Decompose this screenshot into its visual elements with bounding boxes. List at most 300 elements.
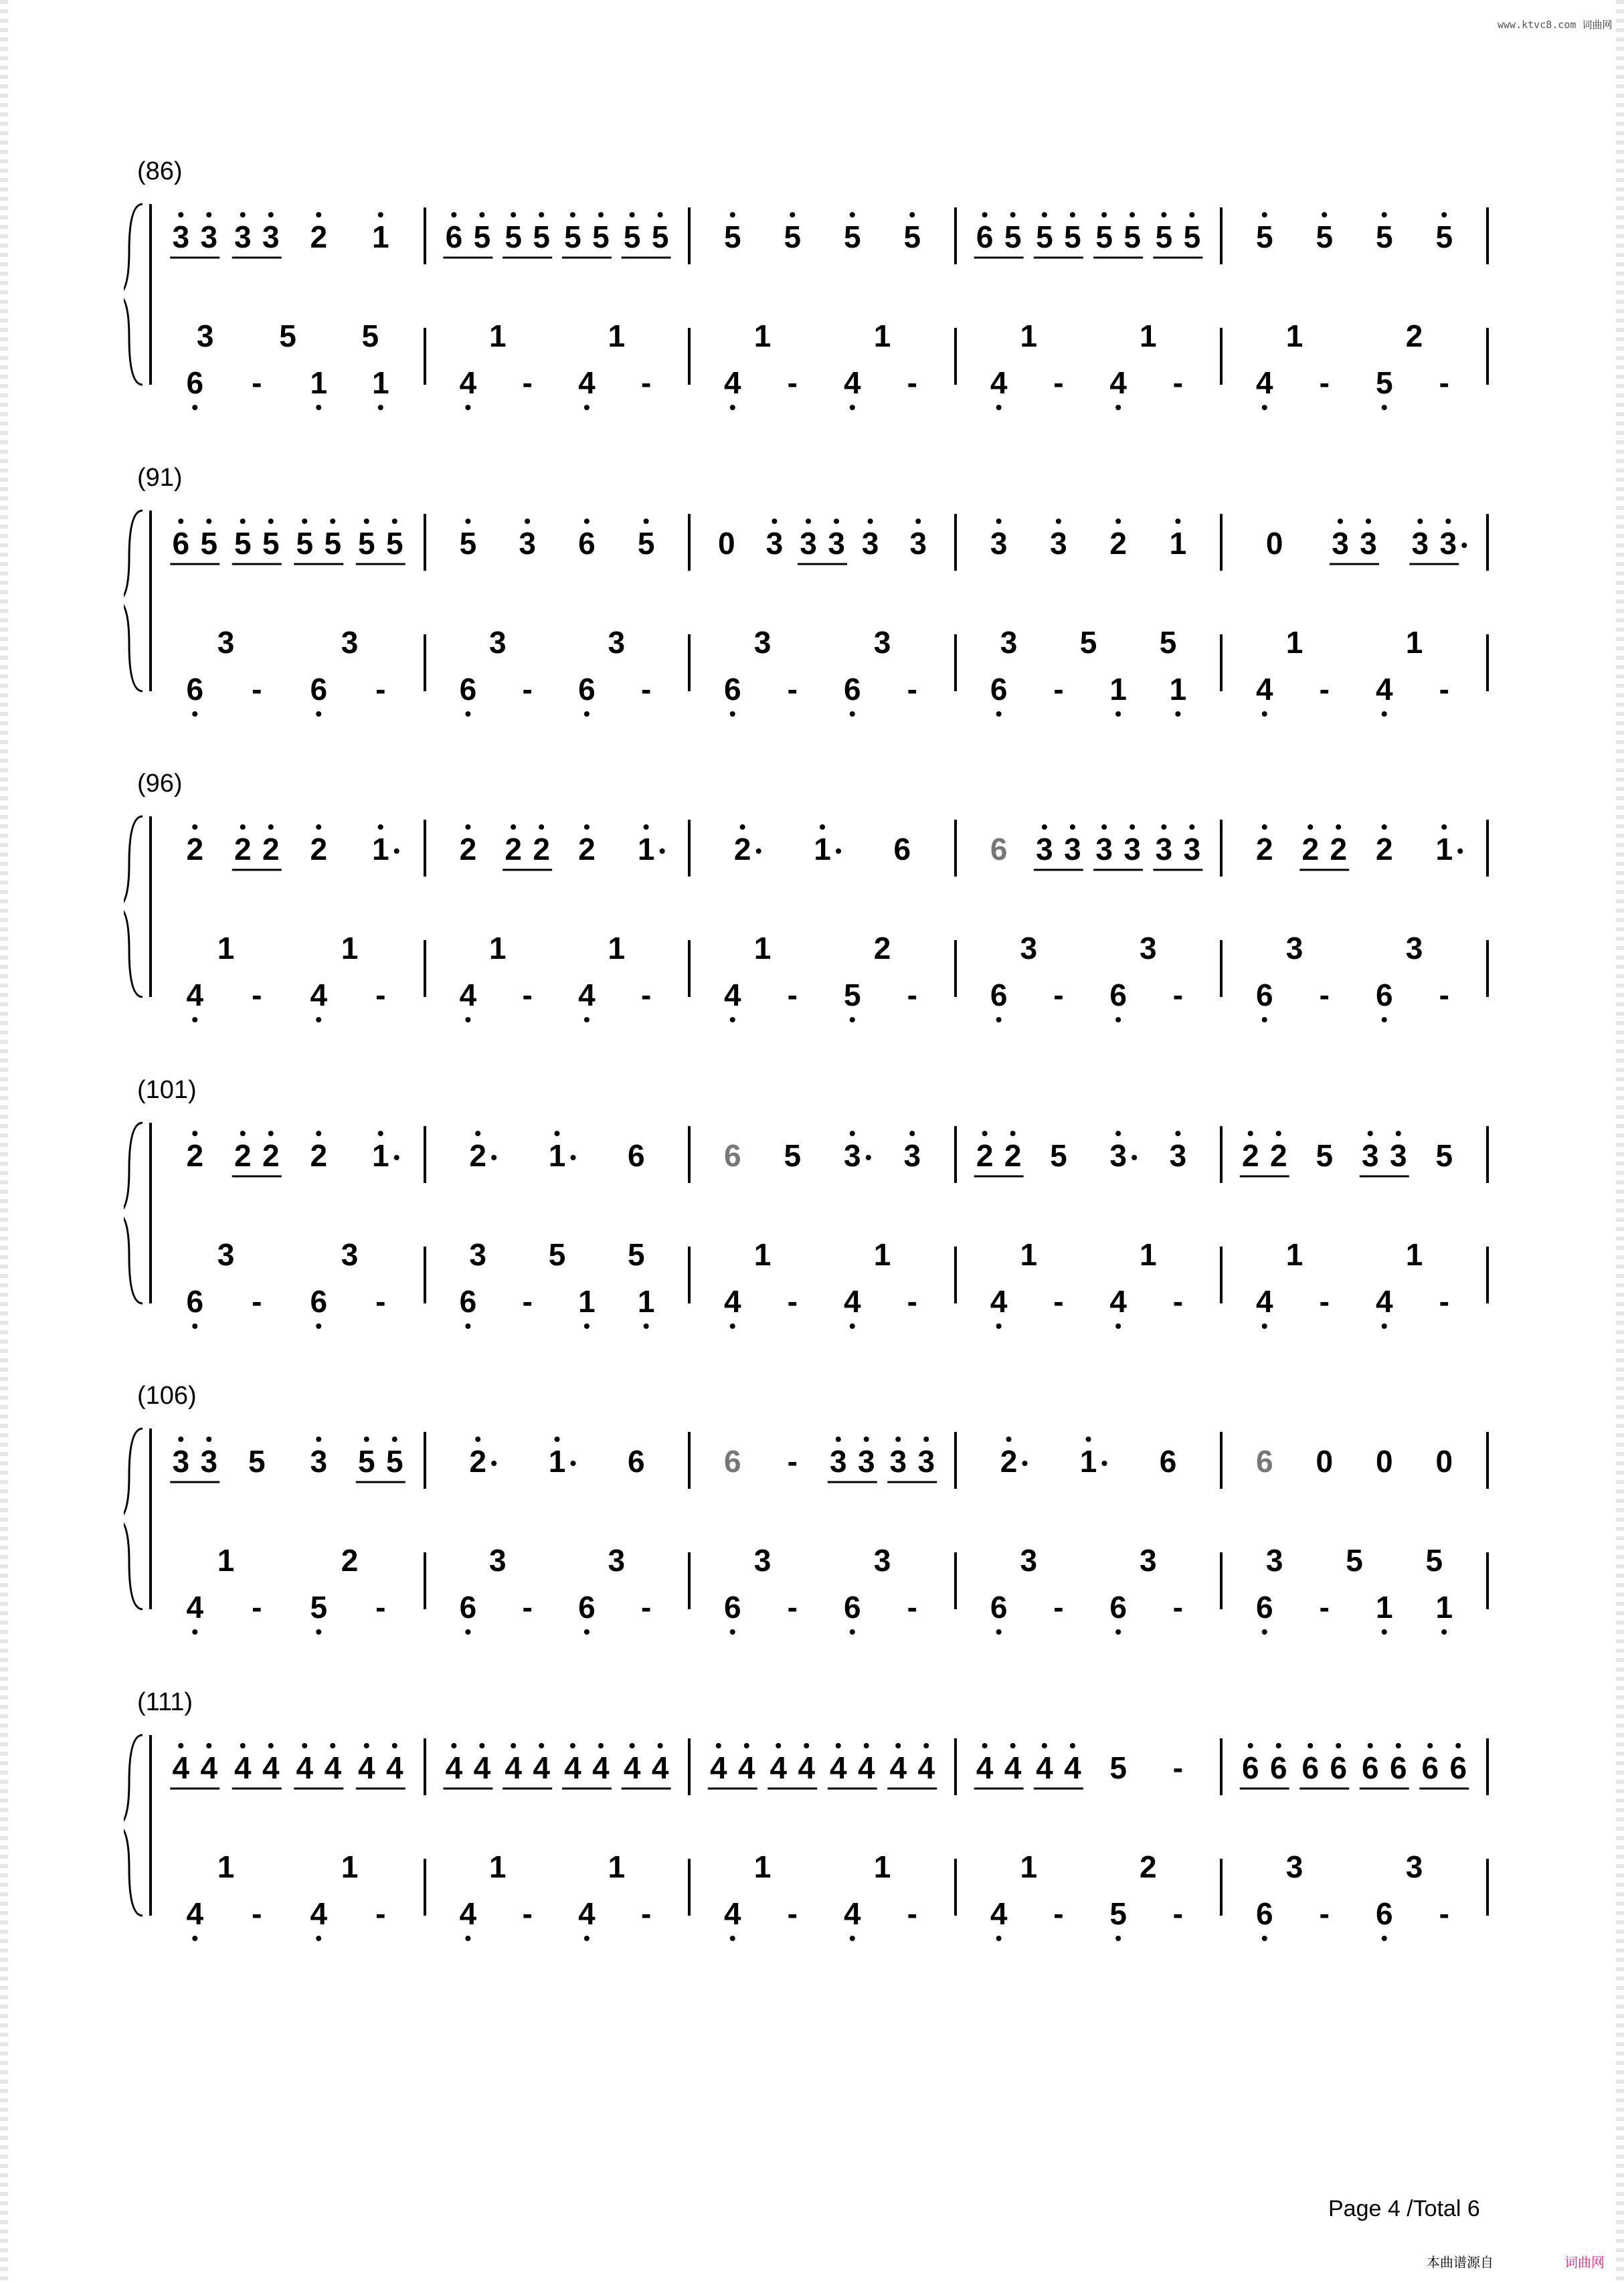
lower-note: - — [1439, 978, 1449, 1012]
octave-dot — [1010, 1743, 1016, 1748]
lower-note: - — [1319, 1284, 1330, 1319]
low-octave-dot — [1262, 711, 1267, 717]
upper-note: 3 — [861, 526, 879, 561]
lower-note: - — [1319, 365, 1330, 400]
octave-dot — [240, 519, 246, 524]
octave-dot — [192, 824, 197, 830]
low-octave-dot — [1115, 1017, 1121, 1022]
low-octave-dot — [192, 711, 197, 717]
lower-note: 4 — [1375, 1284, 1393, 1319]
upper-note: 2 — [469, 1444, 486, 1479]
upper-note: 1 — [371, 219, 389, 254]
lower-note: 4 — [1375, 672, 1393, 707]
lower-note: 2 — [873, 931, 891, 966]
lower-note: 1 — [371, 365, 389, 400]
low-octave-dot — [192, 1017, 197, 1022]
page-indicator: Page 4 /Total 6 — [1328, 2196, 1480, 2221]
upper-note: 4 — [200, 1750, 218, 1785]
upper-note: 1 — [637, 832, 655, 866]
octave-dot — [570, 1743, 575, 1748]
octave-dot — [206, 1743, 211, 1748]
upper-note: 2 — [186, 832, 204, 866]
lower-note: 3 — [1020, 931, 1038, 966]
header-site — [1498, 17, 1612, 31]
octave-dot — [1070, 212, 1075, 217]
low-octave-dot — [1382, 1936, 1387, 1941]
octave-dot — [330, 519, 335, 524]
upper-note: - — [1172, 1750, 1184, 1785]
upper-note: 2 — [1004, 1138, 1022, 1173]
lower-note: 1 — [753, 318, 772, 353]
lower-note: - — [640, 1590, 652, 1625]
octave-dot — [1086, 1437, 1091, 1442]
lower-note: - — [787, 1896, 798, 1931]
upper-note: 3 — [765, 526, 784, 561]
octave-dot — [364, 519, 369, 524]
octave-dot — [1336, 824, 1341, 830]
lower-note: 3 — [873, 625, 891, 660]
duration-dot — [756, 848, 761, 854]
octave-dot — [740, 824, 745, 830]
lower-note: - — [1053, 1896, 1064, 1931]
lower-note: - — [375, 1590, 386, 1625]
octave-dot — [1427, 1743, 1433, 1748]
upper-note: 5 — [296, 526, 314, 561]
upper-note: 3 — [200, 219, 218, 254]
lower-note: 1 — [1139, 318, 1157, 353]
low-octave-dot — [192, 1629, 197, 1635]
low-octave-dot — [850, 1323, 855, 1329]
lower-note: 4 — [310, 1896, 328, 1931]
lower-note: 1 — [578, 1284, 596, 1319]
upper-note: 1 — [371, 832, 389, 866]
upper-note: 5 — [1109, 1750, 1127, 1785]
upper-note: 6 — [990, 832, 1008, 866]
octave-dot — [1248, 1743, 1253, 1748]
upper-note: 3 — [829, 1444, 847, 1479]
lower-note: 3 — [1405, 931, 1423, 966]
upper-note: 2 — [533, 832, 550, 866]
octave-dot — [378, 1131, 383, 1136]
low-octave-dot — [1115, 1629, 1121, 1635]
octave-dot — [790, 212, 795, 217]
upper-note: 6 — [893, 832, 911, 866]
upper-note: 1 — [814, 832, 831, 866]
upper-note: 4 — [473, 1750, 491, 1785]
lower-note: 1 — [1435, 1590, 1453, 1625]
lower-note: 1 — [608, 318, 626, 353]
lower-note: - — [1439, 365, 1449, 400]
upper-note: 3 — [857, 1444, 875, 1479]
lower-note: 2 — [1139, 1849, 1157, 1884]
lower-note: - — [1319, 1590, 1330, 1625]
upper-note: 5 — [1316, 1138, 1334, 1173]
upper-note: 5 — [1095, 219, 1113, 254]
upper-note: 5 — [1050, 1138, 1067, 1173]
octave-dot — [584, 824, 590, 830]
upper-note: 6 — [1389, 1750, 1407, 1785]
octave-dot — [316, 1131, 321, 1136]
lower-note: 5 — [1109, 1896, 1127, 1931]
upper-note: 5 — [505, 219, 522, 254]
upper-note: 5 — [784, 1138, 802, 1173]
duration-dot — [1457, 848, 1463, 854]
octave-dot — [658, 1743, 663, 1748]
site-url: www.ktvc8.com — [1498, 19, 1576, 31]
measure-number: (106) — [137, 1382, 197, 1410]
low-octave-dot — [584, 1936, 590, 1941]
lower-note: 3 — [873, 1543, 891, 1578]
lower-note: - — [375, 672, 386, 707]
octave-dot — [479, 212, 484, 217]
lower-note: - — [640, 1896, 652, 1931]
upper-note: 3 — [909, 526, 927, 561]
octave-dot — [570, 212, 575, 217]
system-brace — [124, 1123, 143, 1303]
upper-note: 5 — [843, 219, 861, 254]
lower-note: 6 — [1109, 1590, 1127, 1625]
octave-dot — [465, 824, 470, 830]
lower-note: 1 — [608, 931, 626, 966]
lower-note: 1 — [873, 1237, 891, 1272]
lower-note: - — [907, 672, 917, 707]
octave-dot — [511, 212, 516, 217]
lower-note: 1 — [608, 1849, 626, 1884]
lower-note: 4 — [1255, 1284, 1273, 1319]
upper-note: 3 — [200, 1444, 218, 1479]
upper-note: 5 — [533, 219, 550, 254]
octave-dot — [302, 1743, 307, 1748]
low-octave-dot — [996, 1629, 1002, 1635]
upper-note: 1 — [548, 1138, 566, 1173]
lower-note: 5 — [361, 318, 379, 353]
lower-note: - — [1172, 1896, 1184, 1931]
measure-number: (86) — [137, 157, 183, 185]
lower-note: 1 — [217, 1849, 235, 1884]
lower-note: 3 — [341, 625, 359, 660]
upper-note: 2 — [262, 1138, 280, 1173]
upper-note: 3 — [310, 1444, 328, 1479]
upper-note: 4 — [324, 1750, 342, 1785]
lower-note: 3 — [753, 625, 772, 660]
octave-dot — [864, 1437, 869, 1442]
octave-dot — [511, 824, 516, 830]
low-octave-dot — [850, 1629, 855, 1635]
lower-note: - — [1439, 672, 1449, 707]
upper-note: 3 — [1411, 526, 1429, 561]
low-octave-dot — [316, 1629, 321, 1635]
octave-dot — [206, 519, 211, 524]
lower-note: - — [787, 1590, 798, 1625]
low-octave-dot — [584, 711, 590, 717]
upper-note: 1 — [1169, 526, 1187, 561]
upper-note: 5 — [784, 219, 802, 254]
octave-dot — [895, 1743, 901, 1748]
lower-note: 1 — [488, 931, 507, 966]
octave-dot — [1010, 1131, 1016, 1136]
octave-dot — [834, 519, 839, 524]
site-brand: 词曲网 — [1582, 19, 1613, 31]
upper-note: 3 — [1064, 832, 1081, 866]
upper-note: 5 — [723, 219, 741, 254]
lower-note: 6 — [1375, 978, 1393, 1012]
upper-note: 2 — [578, 832, 596, 866]
octave-dot — [178, 1743, 183, 1748]
low-octave-dot — [1115, 711, 1121, 717]
left-margin-strip — [0, 0, 8, 2283]
octave-dot — [584, 519, 590, 524]
octave-dot — [392, 519, 397, 524]
upper-note: 3 — [1439, 526, 1457, 561]
upper-note: 6 — [1269, 1750, 1287, 1785]
upper-note: 6 — [1159, 1444, 1177, 1479]
octave-dot — [206, 212, 211, 217]
upper-note: 5 — [1036, 219, 1053, 254]
octave-dot — [392, 1437, 397, 1442]
lower-note: 2 — [1405, 318, 1423, 353]
octave-dot — [1175, 519, 1180, 524]
lower-note: 1 — [753, 1849, 772, 1884]
lower-note: - — [1319, 672, 1330, 707]
upper-note: 4 — [737, 1750, 755, 1785]
lower-note: 2 — [341, 1543, 359, 1578]
score-system — [124, 1382, 1496, 1663]
lower-note: 5 — [1425, 1543, 1443, 1578]
upper-note: 2 — [310, 1138, 328, 1173]
duration-dot — [394, 848, 399, 854]
lower-note: - — [522, 365, 533, 400]
upper-note: 4 — [857, 1750, 875, 1785]
octave-dot — [730, 212, 735, 217]
lower-note: 3 — [217, 1237, 235, 1272]
upper-note: 5 — [459, 526, 477, 561]
lower-note: 1 — [1375, 1590, 1393, 1625]
lower-note: 6 — [459, 1590, 477, 1625]
low-octave-dot — [996, 1936, 1002, 1941]
lower-note: 4 — [723, 1896, 741, 1931]
lower-note: 1 — [217, 931, 235, 966]
low-octave-dot — [1262, 1936, 1267, 1941]
staff-graphics — [124, 1382, 1496, 1663]
lower-note: 3 — [488, 625, 507, 660]
upper-note: 4 — [445, 1750, 463, 1785]
lower-note: - — [1053, 365, 1064, 400]
octave-dot — [996, 519, 1002, 524]
upper-note: 4 — [592, 1750, 610, 1785]
low-octave-dot — [465, 1629, 470, 1635]
octave-dot — [644, 519, 649, 524]
lower-note: 3 — [1285, 931, 1303, 966]
octave-dot — [316, 212, 321, 217]
lower-note: 1 — [1405, 1237, 1423, 1272]
octave-dot — [598, 1743, 604, 1748]
low-octave-dot — [192, 1323, 197, 1329]
lower-note: 1 — [1139, 1237, 1157, 1272]
lower-note: 6 — [578, 672, 596, 707]
lower-note: 1 — [873, 318, 891, 353]
octave-dot — [1189, 212, 1194, 217]
lower-note: - — [907, 1590, 917, 1625]
upper-note: 2 — [186, 1138, 204, 1173]
upper-note: 3 — [1123, 832, 1141, 866]
octave-dot — [1366, 519, 1371, 524]
low-octave-dot — [850, 1936, 855, 1941]
upper-note: 4 — [533, 1750, 550, 1785]
octave-dot — [178, 519, 183, 524]
upper-note: 5 — [1155, 219, 1173, 254]
upper-note: 4 — [234, 1750, 252, 1785]
lower-note: 6 — [990, 978, 1008, 1012]
lower-note: 6 — [723, 1590, 741, 1625]
octave-dot — [1338, 519, 1343, 524]
upper-note: 3 — [1169, 1138, 1187, 1173]
octave-dot — [240, 212, 246, 217]
lower-note: 1 — [1020, 1849, 1038, 1884]
upper-note: 3 — [1183, 832, 1201, 866]
lower-note: 3 — [608, 1543, 626, 1578]
octave-dot — [850, 1131, 855, 1136]
lower-note: - — [252, 1590, 262, 1625]
low-octave-dot — [730, 1017, 735, 1022]
lower-note: 4 — [1255, 365, 1273, 400]
lower-note: 1 — [1285, 1237, 1303, 1272]
octave-dot — [630, 1743, 635, 1748]
octave-dot — [776, 1743, 781, 1748]
octave-dot — [316, 1437, 321, 1442]
low-octave-dot — [465, 405, 470, 410]
score-system — [124, 157, 1496, 438]
upper-note: 2 — [505, 832, 522, 866]
lower-note: 6 — [459, 672, 477, 707]
lower-note: 6 — [1255, 1590, 1273, 1625]
upper-note: 3 — [172, 1444, 190, 1479]
octave-dot — [1262, 212, 1267, 217]
octave-dot — [479, 1743, 484, 1748]
octave-dot — [1175, 1131, 1180, 1136]
octave-dot — [1130, 212, 1135, 217]
upper-note: 2 — [1375, 832, 1393, 866]
upper-note: 6 — [723, 1444, 741, 1479]
upper-note: 5 — [357, 526, 375, 561]
octave-dot — [475, 1437, 480, 1442]
lower-note: 3 — [1265, 1543, 1283, 1578]
lower-note: 4 — [186, 1590, 204, 1625]
upper-note: 5 — [1183, 219, 1201, 254]
upper-note: 6 — [1449, 1750, 1467, 1785]
low-octave-dot — [465, 1017, 470, 1022]
upper-note: 2 — [976, 1138, 994, 1173]
upper-note: 5 — [1064, 219, 1081, 254]
low-octave-dot — [1262, 1629, 1267, 1635]
upper-note: 5 — [385, 1444, 403, 1479]
upper-note: 3 — [234, 219, 252, 254]
lower-note: 6 — [1255, 1896, 1273, 1931]
low-octave-dot — [192, 405, 197, 410]
lower-note: 4 — [990, 365, 1008, 400]
upper-note: 2 — [469, 1138, 486, 1173]
system-brace — [124, 204, 143, 385]
upper-note: 4 — [798, 1750, 816, 1785]
upper-note: 3 — [172, 219, 190, 254]
lower-note: - — [1053, 672, 1064, 707]
lower-note: 4 — [843, 365, 861, 400]
octave-dot — [804, 1743, 809, 1748]
lower-note: 6 — [186, 365, 204, 400]
upper-note: 4 — [385, 1750, 403, 1785]
octave-dot — [630, 212, 635, 217]
octave-dot — [1276, 1131, 1281, 1136]
lower-note: 1 — [1020, 318, 1038, 353]
upper-note: 2 — [1301, 832, 1320, 866]
lower-note: 6 — [723, 672, 741, 707]
lower-note: 6 — [843, 672, 861, 707]
system-brace — [124, 816, 143, 997]
octave-dot — [364, 1743, 369, 1748]
upper-note: 4 — [1064, 1750, 1081, 1785]
octave-dot — [539, 212, 544, 217]
upper-note: 4 — [976, 1750, 994, 1785]
lower-note: 3 — [1405, 1849, 1423, 1884]
lower-note: 3 — [1020, 1543, 1038, 1578]
lower-note: 4 — [723, 1284, 741, 1319]
upper-note: 5 — [1123, 219, 1141, 254]
lower-note: 5 — [1346, 1543, 1363, 1578]
measure-number: (91) — [137, 464, 183, 492]
lower-note: - — [1172, 1284, 1184, 1319]
octave-dot — [378, 212, 383, 217]
lower-note: 1 — [753, 931, 772, 966]
lower-note: 4 — [1255, 672, 1273, 707]
upper-note: 4 — [296, 1750, 314, 1785]
right-margin-strip — [1616, 0, 1624, 2283]
upper-note: 2 — [310, 219, 328, 254]
lower-note: 3 — [1285, 1849, 1303, 1884]
upper-note: 3 — [1109, 1138, 1127, 1173]
upper-note: 6 — [1241, 1750, 1259, 1785]
octave-dot — [915, 519, 921, 524]
system-brace — [124, 1735, 143, 1916]
lower-note: 1 — [341, 931, 359, 966]
upper-note: 3 — [1361, 1138, 1379, 1173]
octave-dot — [1441, 824, 1447, 830]
upper-note: 6 — [445, 219, 463, 254]
lower-note: 5 — [548, 1237, 566, 1272]
upper-note: 4 — [1036, 1750, 1053, 1785]
octave-dot — [555, 1437, 560, 1442]
duration-dot — [1461, 543, 1467, 548]
octave-dot — [1161, 212, 1166, 217]
lower-note: - — [640, 365, 652, 400]
measure-number: (101) — [137, 1076, 197, 1104]
duration-dot — [1022, 1461, 1028, 1466]
upper-note: 6 — [628, 1138, 645, 1173]
octave-dot — [240, 824, 246, 830]
octave-dot — [1042, 1743, 1047, 1748]
octave-dot — [868, 519, 873, 524]
upper-note: 1 — [1435, 832, 1453, 866]
upper-note: 5 — [1255, 219, 1273, 254]
octave-dot — [1101, 212, 1107, 217]
low-octave-dot — [316, 711, 321, 717]
low-octave-dot — [316, 405, 321, 410]
lower-note: 4 — [1109, 1284, 1127, 1319]
upper-note: 0 — [1316, 1444, 1334, 1479]
upper-note: 5 — [651, 219, 669, 254]
upper-note: 0 — [1435, 1444, 1453, 1479]
score-system — [124, 1076, 1496, 1357]
lower-note: 6 — [310, 1284, 328, 1319]
upper-note: 3 — [519, 526, 536, 561]
